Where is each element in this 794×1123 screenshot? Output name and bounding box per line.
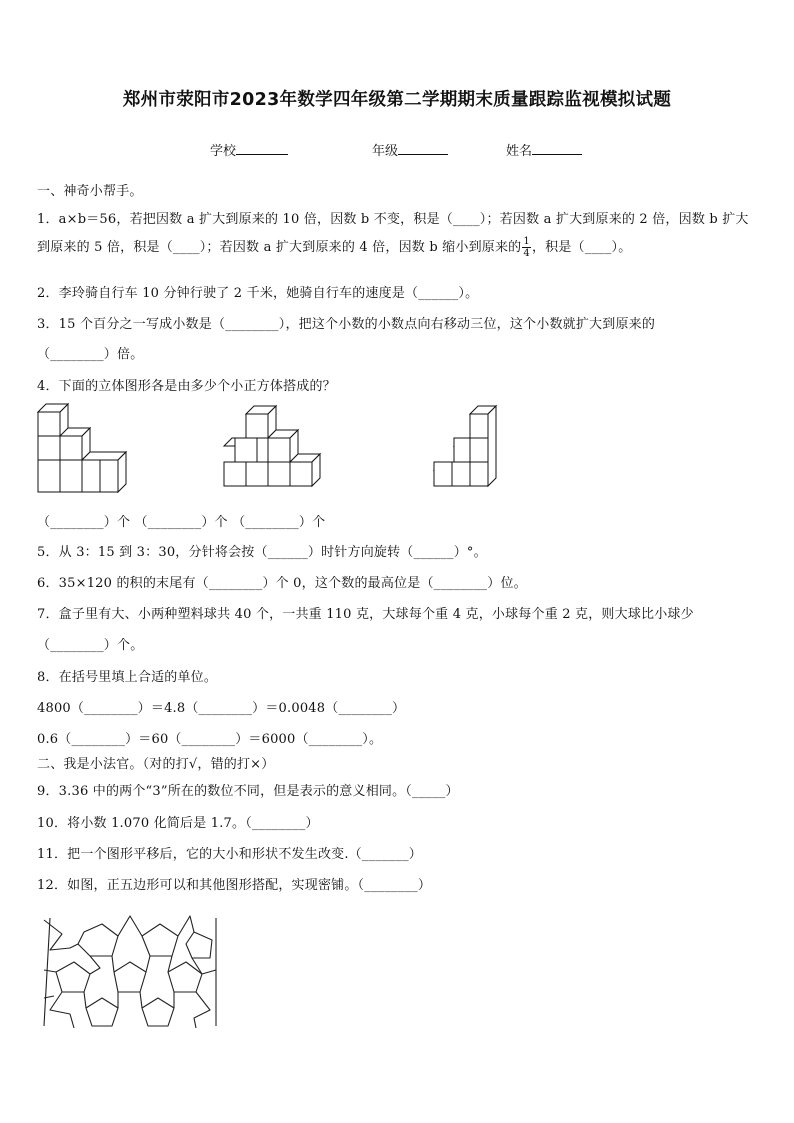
grade-label: 年级 [372,144,399,159]
cube-stack-figure [38,402,138,498]
q4-text: 4．下面的立体图形各是由多少个小正方体搭成的？ [37,379,336,394]
q1-line2 [37,236,631,259]
school-blank[interactable] [236,140,288,155]
name-field [506,140,582,159]
q1-line2b: ，积是（____）。 [531,240,632,255]
q7-line2: （________）个。 [37,638,144,653]
grade-field [372,140,448,159]
cube-pyramid-figure [224,404,330,496]
q3-line2: （________）倍。 [37,347,144,362]
cube-tower-figure [434,404,506,496]
page-title: 郑州市荥阳市2023年数学四年级第二学期期末质量跟踪监视模拟试题 [122,90,672,110]
fraction-one-quarter [522,236,531,259]
section1-heading: 一、神奇小帮手。 [37,184,143,199]
q1-line1: 1．a×b＝56，若把因数 a 扩大到原来的 10 倍，因数 b 不变，积是（____）；若因数 a 扩大到原来的 2 倍，因数 b 扩大 [37,212,749,227]
q8-text: 8．在括号里填上合适的单位。 [37,670,218,685]
q3-line1: 3．15 个百分之一写成小数是（________），把这个小数的小数点向右移动三位，这个小数就扩大到原来的 [37,317,656,332]
school-field [210,140,288,159]
school-label: 学校 [210,144,237,159]
name-label: 姓名 [506,144,533,159]
fraction-numerator: 1 [523,236,530,247]
grade-blank[interactable] [398,140,448,155]
section2-heading: 二、我是小法官。（对的打√，错的打×） [37,757,275,772]
q2-text: 2．李玲骑自行车 10 分钟行驶了 2 千米，她骑自行车的速度是（______）。 [37,286,479,301]
q1-line2a: 到原来的 5 倍，积是（____）；若因数 a 扩大到原来的 4 倍，因数 b 缩小到原来的 [37,240,522,255]
q5-text: 5．从 3：15 到 3：30，分针将会按（______）时针方向旋转（______）°。 [37,545,487,560]
q11-text: 11．把一个图形平移后，它的大小和形状不发生改变.（_______） [37,847,422,862]
pentagon-tiling-figure [44,910,216,1028]
fraction-denominator: 4 [523,248,530,259]
q8-row1: 4800（________）＝4.8（________）＝0.0048（________） [37,701,406,716]
q4-answers: （________）个 （________）个 （________）个 [37,515,326,530]
name-blank[interactable] [532,140,582,155]
q7-line1: 7．盒子里有大、小两种塑料球共 40 个，一共重 110 克，大球每个重 4 克，小球每个重 2 克，则大球比小球少 [37,607,694,622]
q12-text: 12．如图，正五边形可以和其他图形搭配，实现密铺。（________） [37,878,432,893]
q8-row2: 0.6（________）＝60（________）＝6000（________）。 [37,732,383,747]
q9-text: 9．3.36 中的两个“3”所在的数位不同，但是表示的意义相同。（_____） [37,784,459,799]
q6-text: 6．35×120 的积的末尾有（________）个 0，这个数的最高位是（________）位。 [37,576,527,591]
q10-text: 10．将小数 1.070 化简后是 1.7。（________） [37,816,319,831]
